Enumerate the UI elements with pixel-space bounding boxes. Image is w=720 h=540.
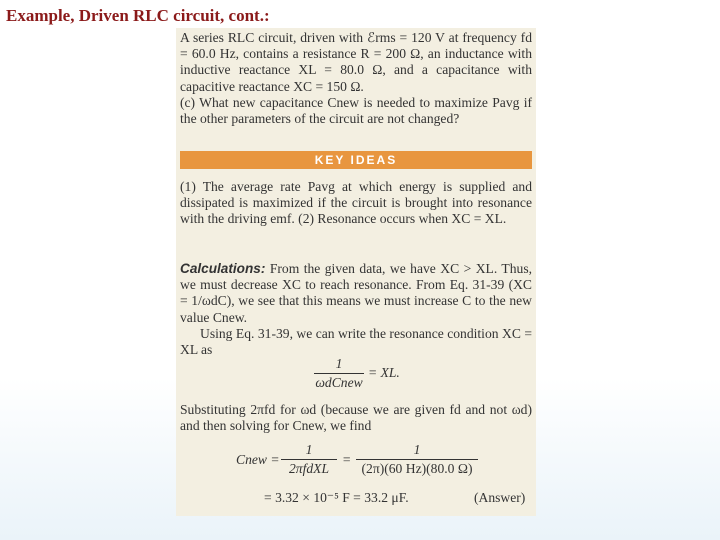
equation-1-fraction xyxy=(314,356,364,391)
eq1-numerator: 1 xyxy=(335,356,343,371)
equation-2-fraction-1 xyxy=(281,442,337,477)
problem-intro: A series RLC circuit, driven with ℰrms = 120 V at frequency fd = 60.0 Hz, contains a resistance R = 200 Ω, an inductance with inductive reactance XL = 80.0 Ω, and a capacitance with capacitive reactance XC = 150 Ω. xyxy=(180,30,532,94)
answer-label: (Answer) xyxy=(474,490,526,505)
calculations-block xyxy=(180,261,532,358)
substitution-paragraph: Substituting 2πfd for ωd (because we are given fd and not ωd) and then solving for Cnew, we find xyxy=(180,402,532,434)
calculations-text: From the given data, we have XC > XL. Thus, we must decrease XC to reach resonance. From Eq. 31-39 (XC = 1/ωdC), we see that this means we must increase C to the new value Cnew. xyxy=(180,261,533,325)
textbook-excerpt xyxy=(176,28,536,516)
eq2-lhs: Cnew = xyxy=(236,452,280,467)
resonance-paragraph: Using Eq. 31-39, we can write the resonance condition XC = XL as xyxy=(180,325,532,358)
eq2-numerator-2: 1 xyxy=(413,442,421,457)
slide-title: Example, Driven RLC circuit, cont.: xyxy=(6,6,270,25)
eq2-numerator-1: 1 xyxy=(305,442,313,457)
key-ideas-header: KEY IDEAS xyxy=(180,151,532,169)
eq1-denominator: ωdCnew xyxy=(315,375,363,390)
eq3-result: = 3.32 × 10⁻⁵ F = 33.2 μF. xyxy=(264,490,409,505)
eq1-rhs: = XL. xyxy=(368,365,400,380)
eq2-denominator-1: 2πfdXL xyxy=(288,461,330,476)
problem-question: (c) What new capacitance Cnew is needed to maximize Pavg if the other parameters of the circuit are not changed? xyxy=(180,94,532,127)
calculations-label: Calculations: xyxy=(180,261,266,276)
key-ideas-text: (1) The average rate Pavg at which energy is supplied and dissipated is maximized if the circuit is brought into resonance with the driving emf. (2) Resonance occurs when XC = XL. xyxy=(180,179,532,227)
equation-2-fraction-2 xyxy=(356,442,478,477)
eq2-equals: = xyxy=(342,452,352,467)
problem-statement xyxy=(180,30,532,127)
eq2-denominator-2: (2π)(60 Hz)(80.0 Ω) xyxy=(361,461,473,476)
